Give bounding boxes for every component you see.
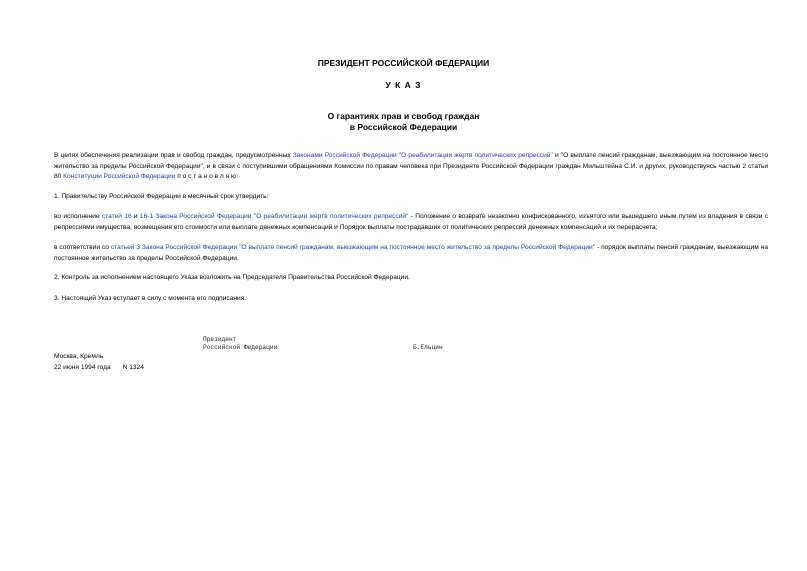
signature-position-line-2: Российской Федерации <box>203 344 278 351</box>
preamble-text-2: и "О выплате пенсий гражданам, выезжающим на постоянное место жительство за пределы Российской Федерации", и в связи с поступившими обращениями Комиссии по правам человека при Президенте Российской Федерации граждан Мильштейна С.И. и других, руководствуясь частью 2 статьи 80 <box>54 152 769 180</box>
link-constitution[interactable]: Конституции Российской Федерации <box>63 173 176 180</box>
subject-line-2: в Российской Федерации <box>349 122 458 132</box>
p1a-text-2: и <box>131 213 140 220</box>
paragraph-3: 3. Настоящий Указ вступает в силу с момента его подписания. <box>54 295 247 302</box>
signing-place: Москва, Кремль <box>54 353 104 360</box>
signature-name: Б.Ельцин <box>413 344 443 351</box>
page-title: ПРЕЗИДЕНТ РОССИЙСКОЙ ФЕДЕРАЦИИ <box>317 58 490 68</box>
link-article-16-1[interactable]: 16-1 Закона Российской Федерации "О реабилитации жертв политических репрессий" <box>139 213 409 220</box>
paragraph-preamble <box>54 151 768 183</box>
signing-date-number <box>54 364 144 371</box>
decree-number: N 1324 <box>122 364 144 371</box>
p1a-text-3: - Положение о возврате незаконно конфискованного, изъятого или вышедшего иным путем из владения в связи с репрессиями имущества, возмещения его стоимости или выплате денежных компенсаций и Порядок выплаты пострадавших от политических репрессий денежных компенсаций и их перерасчета; <box>54 213 769 231</box>
subject-line-1: О гарантиях прав и свобод граждан <box>327 111 480 121</box>
document-subject <box>0 111 807 133</box>
preamble-text-1: В целях обеспечения реализации прав и свобод граждан, предусмотренных <box>54 152 293 159</box>
paragraph-1b <box>54 243 768 264</box>
p1b-text-1: в соответствии со <box>54 244 111 251</box>
paragraph-1a <box>54 212 768 233</box>
preamble-text-3: п о с т а н о в л я ю: <box>175 173 238 180</box>
paragraph-1: 1. Правительству Российской Федерации в месячный срок утвердить: <box>54 193 269 200</box>
document-type: У К А З <box>385 80 422 90</box>
p1a-text-1: во исполнение <box>54 213 102 220</box>
link-laws-rehabilitation[interactable]: Законами Российской Федерации "О реабилитации жертв политических репрессий" <box>292 152 553 159</box>
link-article-16[interactable]: статей 16 <box>101 213 132 220</box>
signature-position-line-1: Президент <box>203 336 237 343</box>
link-article-3[interactable]: статьей 3 Закона Российской Федерации "О выплате пенсий гражданам, выезжающим на постоянное место жительство за пределы Российской Федерации" <box>110 244 596 251</box>
p1b-text-2: - порядок выплаты пенсий гражданам, выезжающим на постоянное жительство за пределы Российской Федерации. <box>54 244 768 262</box>
signing-date: 22 июня 1994 года <box>54 364 111 371</box>
paragraph-2: 2. Контроль за исполнением настоящего Указа возложить на Председателя Правительства Российской Федерации. <box>54 274 410 281</box>
